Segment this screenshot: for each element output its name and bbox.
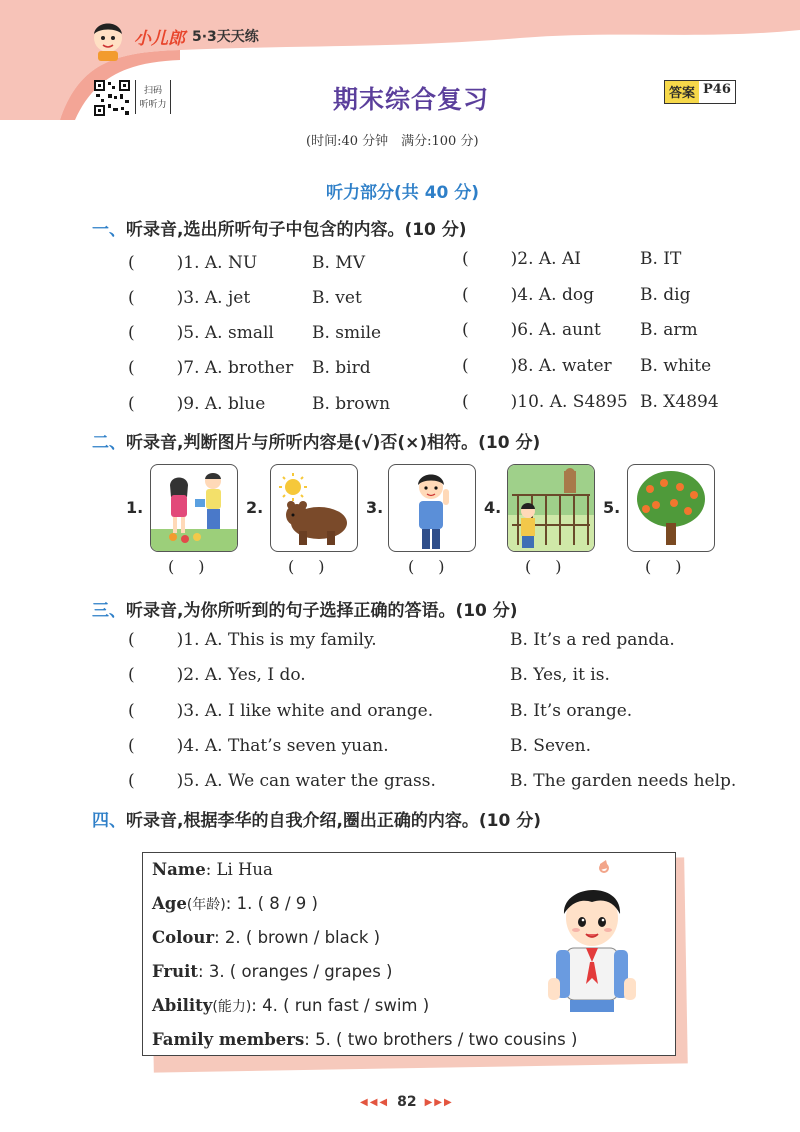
- s1-item-5-b: B. smile: [312, 323, 382, 343]
- s2-label-2: 2.: [246, 498, 264, 517]
- s1-item-6-b: B. arm: [640, 320, 698, 340]
- brand-logo: 小儿郎: [134, 29, 185, 49]
- s1-item-8: ( )8. A. water: [462, 356, 612, 376]
- section1-title: 听录音,选出所听句子中包含的内容。(10 分): [126, 220, 467, 240]
- section1-heading: [92, 215, 467, 240]
- s2-picture-5: [627, 464, 715, 552]
- colour-options: : 2. ( brown / black ): [214, 928, 381, 947]
- family-options: : 5. ( two brothers / two cousins ): [304, 1030, 578, 1049]
- s3-item-5-a: )5. A. We can water the grass.: [176, 771, 436, 791]
- page-title: 期末综合复习: [333, 85, 490, 114]
- answer-badge[interactable]: [664, 80, 736, 104]
- s1-item-4-a: )4. A. dog: [510, 285, 594, 305]
- s1-item-7-b: B. bird: [312, 358, 371, 378]
- qr-code-icon[interactable]: [94, 80, 130, 116]
- s1-item-10-b: B. X4894: [640, 392, 719, 412]
- s2-picture-2: [270, 464, 358, 552]
- section4-num: 四、: [92, 811, 126, 831]
- section2-title: 听录音,判断图片与所听内容是(√)否(×)相符。(10 分): [126, 433, 541, 453]
- s1-item-1-a: )1. A. NU: [176, 253, 258, 273]
- s3-item-1-a: )1. A. This is my family.: [176, 630, 377, 650]
- next-arrows-icon: ▶▶▶: [424, 1096, 454, 1108]
- children-watering-flowers-icon: [151, 465, 237, 551]
- s1-item-1-b: B. MV: [312, 253, 365, 273]
- age-cn: (年龄): [186, 897, 226, 913]
- section1-num: 一、: [92, 220, 126, 240]
- bear-and-sun-icon: [271, 465, 357, 551]
- s2-answer-2[interactable]: ( ): [288, 557, 325, 576]
- section3-heading: [92, 596, 518, 621]
- answer-page: P46: [699, 81, 735, 103]
- s1-item-2-b: B. IT: [640, 249, 682, 269]
- colour-label: Colour: [152, 928, 215, 947]
- s3-item-2-b: B. Yes, it is.: [510, 665, 610, 685]
- profile-fruit: [152, 962, 392, 981]
- s3-item-2: ( )2. A. Yes, I do.: [128, 665, 306, 685]
- page-number: 82: [397, 1094, 417, 1110]
- s1-item-2-a: )2. A. AI: [510, 249, 581, 269]
- section3-num: 三、: [92, 601, 126, 621]
- s2-picture-1: [150, 464, 238, 552]
- s1-item-9-a: )9. A. blue: [176, 394, 266, 414]
- listening-part-title: 听力部分(共 40 分): [326, 183, 480, 203]
- s1-item-8-a: )8. A. water: [510, 356, 612, 376]
- age-label: Age: [152, 894, 187, 913]
- s1-item-8-b: B. white: [640, 356, 712, 376]
- s1-item-1: ( )1. A. NU: [128, 253, 258, 273]
- section2-num: 二、: [92, 433, 126, 453]
- name-label: Name: [152, 860, 206, 879]
- s3-item-3: ( )3. A. I like white and orange.: [128, 701, 434, 721]
- s3-item-3-a: )3. A. I like white and orange.: [176, 701, 434, 721]
- mascot-avatar-icon: [88, 18, 128, 62]
- s1-item-9: ( )9. A. blue: [128, 394, 266, 414]
- s1-item-7: ( )7. A. brother: [128, 358, 294, 378]
- orange-tree-icon: [628, 465, 714, 551]
- section2-heading: [92, 428, 540, 453]
- s3-item-5: ( )5. A. We can water the grass.: [128, 771, 436, 791]
- s1-item-6-a: )6. A. aunt: [510, 320, 601, 340]
- scan-label-line1: 扫码: [143, 86, 162, 96]
- s2-label-1: 1.: [126, 498, 144, 517]
- s1-item-5-a: )5. A. small: [176, 323, 274, 343]
- profile-colour: [152, 928, 380, 947]
- s3-item-4-b: B. Seven.: [510, 736, 592, 756]
- section3-title: 听录音,为你所听到的句子选择正确的答语。(10 分): [126, 601, 518, 621]
- ability-options: : 4. ( run fast / swim ): [251, 996, 430, 1015]
- ability-label: Ability: [152, 996, 213, 1015]
- s3-item-4-a: )4. A. That’s seven yuan.: [176, 736, 389, 756]
- s2-picture-3: [388, 464, 476, 552]
- time-info: (时间:40 分钟 满分:100 分): [306, 134, 479, 149]
- profile-family: [152, 1030, 577, 1049]
- s1-item-4-b: B. dig: [640, 285, 691, 305]
- s3-item-5-b: B. The garden needs help.: [510, 771, 737, 791]
- s3-item-1: ( )1. A. This is my family.: [128, 630, 377, 650]
- s1-item-9-b: B. brown: [312, 394, 391, 414]
- profile-name: [152, 860, 273, 879]
- s1-item-6: ( )6. A. aunt: [462, 320, 601, 340]
- boy-at-zoo-fence-icon: [508, 465, 594, 551]
- s3-item-4: ( )4. A. That’s seven yuan.: [128, 736, 389, 756]
- s2-answer-3[interactable]: ( ): [408, 557, 445, 576]
- s1-item-5: ( )5. A. small: [128, 323, 274, 343]
- s3-item-1-b: B. It’s a red panda.: [510, 630, 675, 650]
- name-value: : Li Hua: [205, 860, 273, 879]
- page-footer: [360, 1094, 454, 1110]
- boy-waving-icon: [389, 465, 475, 551]
- s1-item-3-b: B. vet: [312, 288, 362, 308]
- s1-item-10-a: )10. A. S4895: [510, 392, 628, 412]
- s1-item-2: ( )2. A. AI: [462, 249, 581, 269]
- section4-title: 听录音,根据李华的自我介绍,圈出正确的内容。(10 分): [126, 811, 542, 831]
- family-label: Family members: [152, 1030, 305, 1049]
- s1-item-4: ( )4. A. dog: [462, 285, 594, 305]
- scan-label-line2: 听听力: [139, 100, 167, 110]
- s2-label-5: 5.: [603, 498, 621, 517]
- ability-cn: (能力): [212, 999, 252, 1015]
- series-name: 5·3天天练: [192, 29, 259, 45]
- s1-item-10: ( )10. A. S4895: [462, 392, 628, 412]
- s3-item-2-a: )2. A. Yes, I do.: [176, 665, 306, 685]
- s2-answer-5[interactable]: ( ): [645, 557, 682, 576]
- answer-label: 答案: [665, 81, 699, 103]
- age-options: : 1. ( 8 / 9 ): [225, 894, 318, 913]
- s2-label-3: 3.: [366, 498, 384, 517]
- profile-age: [152, 894, 318, 914]
- s1-item-3: ( )3. A. jet: [128, 288, 251, 308]
- s2-answer-1[interactable]: ( ): [168, 557, 205, 576]
- fruit-label: Fruit: [152, 962, 199, 981]
- s3-item-3-b: B. It’s orange.: [510, 701, 633, 721]
- prev-arrows-icon: ◀◀◀: [360, 1096, 390, 1108]
- s2-answer-4[interactable]: ( ): [525, 557, 562, 576]
- profile-ability: [152, 996, 429, 1016]
- s2-label-4: 4.: [484, 498, 502, 517]
- li-hua-boy-icon: [540, 858, 650, 1014]
- s1-item-3-a: )3. A. jet: [176, 288, 251, 308]
- s1-item-7-a: )7. A. brother: [176, 358, 294, 378]
- section4-heading: [92, 806, 541, 831]
- scan-label: [139, 84, 167, 112]
- s2-picture-4: [507, 464, 595, 552]
- fruit-options: : 3. ( oranges / grapes ): [198, 962, 393, 981]
